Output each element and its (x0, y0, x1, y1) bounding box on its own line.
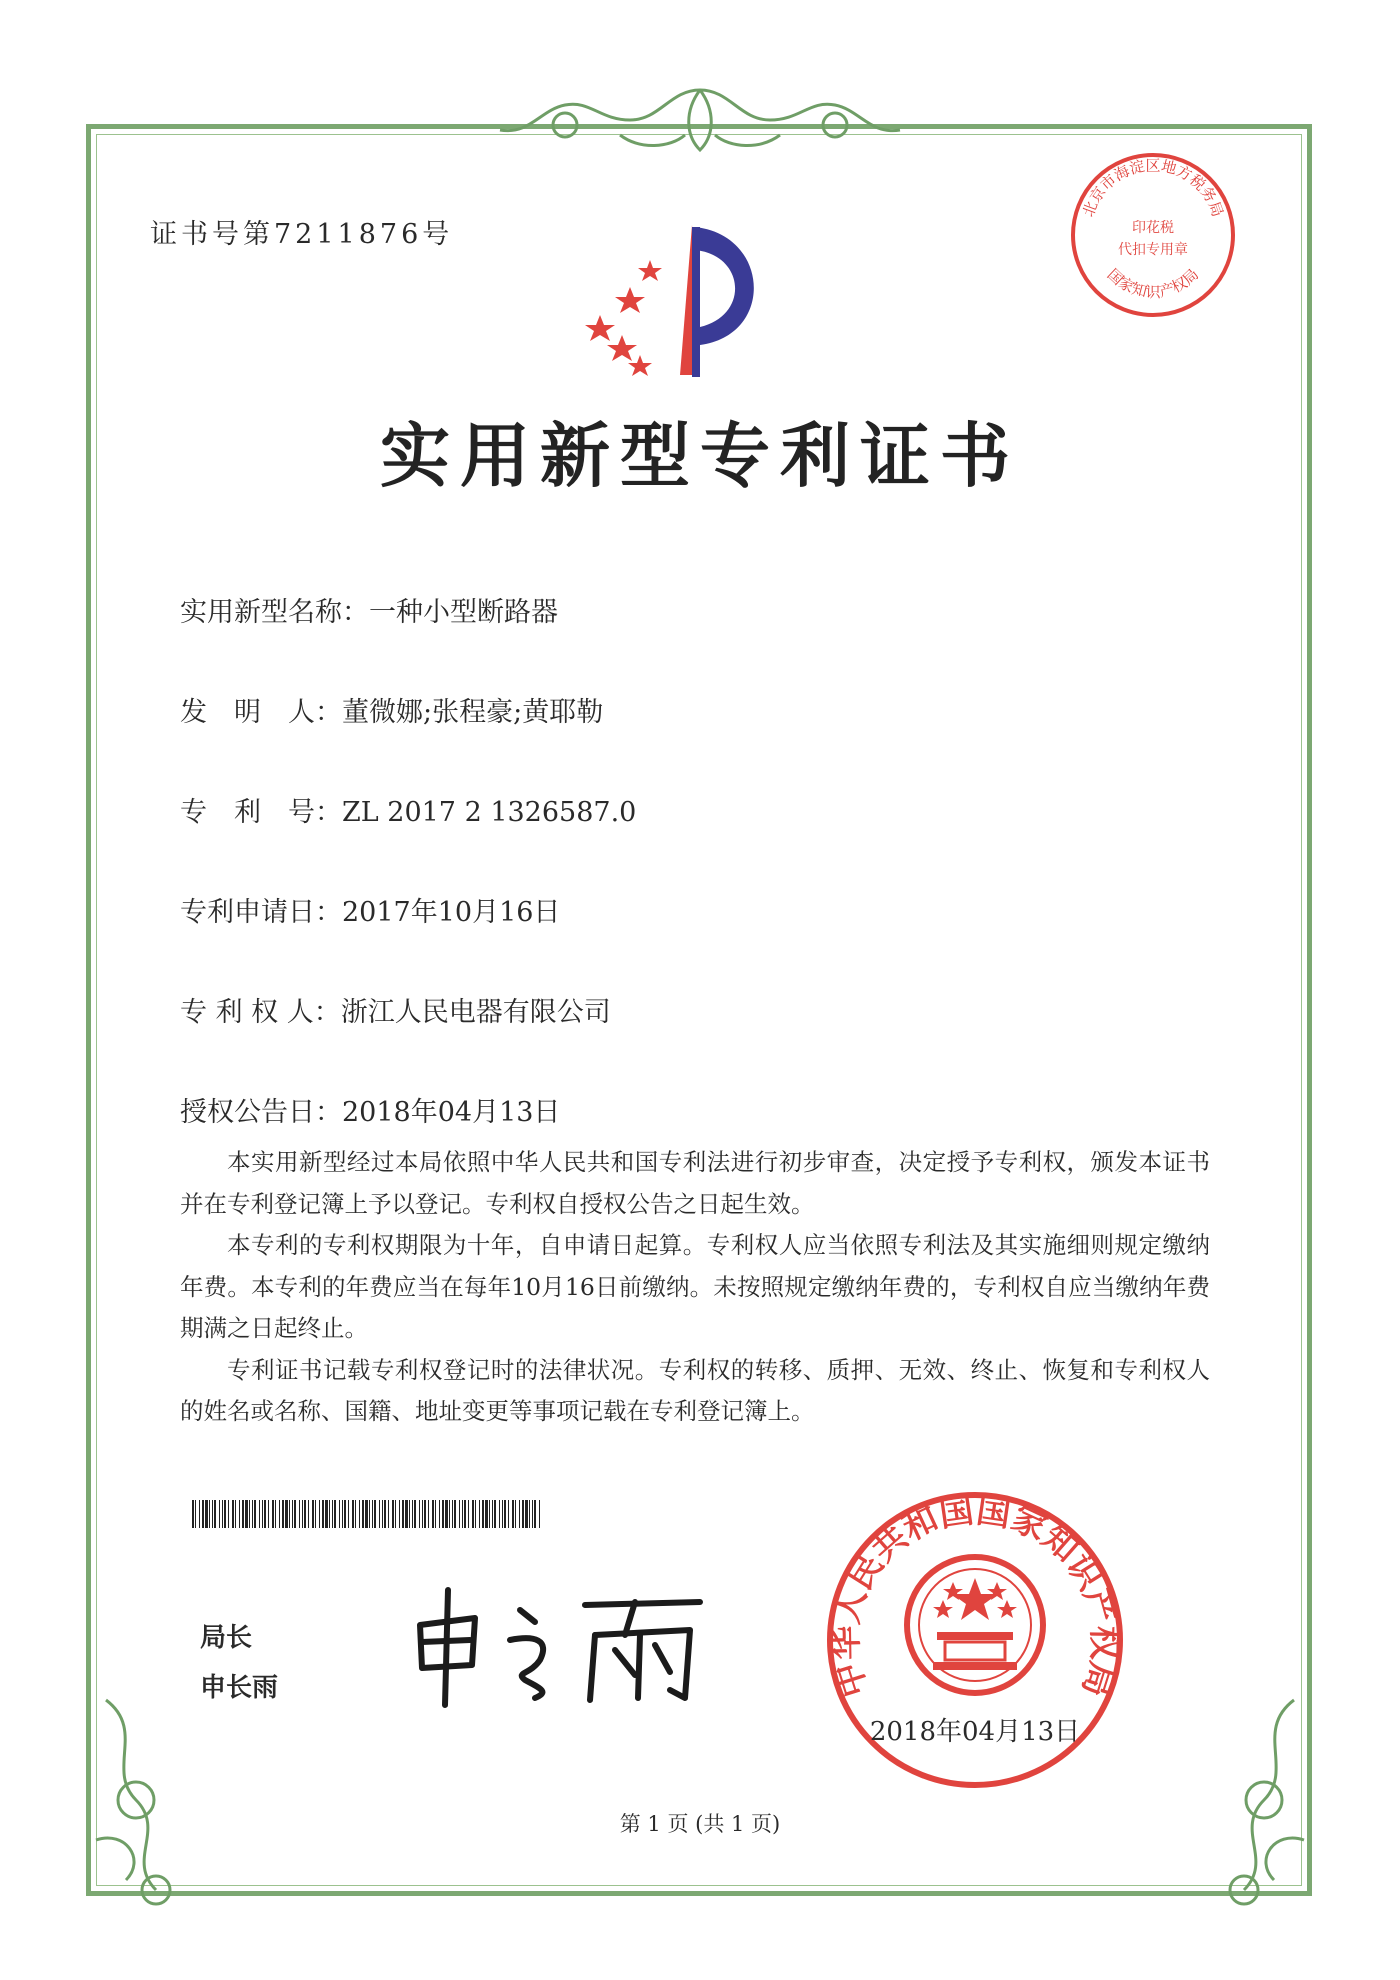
barcode-bar (492, 1500, 493, 1528)
barcode-bar (412, 1500, 413, 1528)
field-patentee (180, 990, 611, 1029)
field-inventors (180, 690, 603, 729)
tax-stamp-center-1: 印花税 (1132, 220, 1174, 236)
barcode-bar (442, 1500, 444, 1528)
barcode-bar (272, 1500, 274, 1528)
barcode-bar (395, 1500, 396, 1528)
barcode-bar (409, 1500, 410, 1528)
barcode-bar (262, 1500, 263, 1528)
barcode-bar (539, 1500, 540, 1528)
barcode-bar (344, 1500, 346, 1528)
barcode-bar (308, 1500, 309, 1528)
body-paragraph: 本实用新型经过本局依照中华人民共和国专利法进行初步审查，决定授予专利权，颁发本证书并在专利登记簿上予以登记。专利权自授权公告之日起生效。 (180, 1148, 1210, 1218)
barcode-bar (282, 1500, 284, 1528)
barcode-bar (359, 1500, 360, 1528)
field-value: 董微娜;张程豪;黄耶勒 (342, 697, 604, 728)
barcode-bar (369, 1500, 370, 1528)
national-emblem-icon (907, 1557, 1043, 1693)
barcode-bar (422, 1500, 423, 1528)
barcode-bar (485, 1500, 488, 1528)
barcode-bar (379, 1500, 380, 1528)
barcode-bar (322, 1500, 324, 1528)
field-value: 浙江人民电器有限公司 (340, 997, 611, 1028)
field-value: ZL 2017 2 1326587.0 (342, 797, 637, 828)
barcode-bar (312, 1500, 314, 1528)
barcode-bar (352, 1500, 354, 1528)
certificate-number: 证书号第7211876号 (150, 219, 454, 250)
director-title: 局长 (200, 1623, 253, 1653)
barcode-bar (489, 1500, 490, 1528)
field-value: 2017年10月16日 (342, 897, 561, 928)
barcode-bar (254, 1500, 256, 1528)
tax-stamp-bottom-text: 国家知识产权局 (1103, 265, 1203, 301)
barcode-bar (449, 1500, 450, 1528)
barcode-bar (228, 1500, 229, 1528)
barcode-bar (399, 1500, 400, 1528)
barcode-bar (242, 1500, 244, 1528)
barcode-bar (205, 1500, 208, 1528)
barcode-bar (302, 1500, 303, 1528)
barcode-bar (209, 1500, 210, 1528)
barcode-bar (355, 1500, 356, 1528)
field-label: 实用新型名称： (180, 597, 369, 628)
barcode-bar (259, 1500, 260, 1528)
barcode-bar (388, 1500, 389, 1528)
barcode-bar (299, 1500, 300, 1528)
tax-stamp-ring-text: 北京市海淀区地方税务局 (1079, 156, 1227, 220)
barcode-bar (499, 1500, 500, 1528)
field-utility-model-name (180, 590, 558, 629)
barcode-bar (374, 1500, 376, 1528)
barcode-bar (479, 1500, 480, 1528)
barcode-bar (264, 1500, 266, 1528)
seal-date: 2018年04月13日 (869, 1717, 1081, 1747)
barcode-bar (212, 1500, 213, 1528)
tax-stamp-center-2: 代扣专用章 (1118, 242, 1188, 258)
barcode-bar (268, 1500, 269, 1528)
barcode-bar (365, 1500, 368, 1528)
barcode-bar (304, 1500, 306, 1528)
body-paragraph: 本专利的专利权期限为十年，自申请日起算。专利权人应当依照专利法及其实施细则规定缴纳年费。本专利的年费应当在每年10月16日前缴纳。未按照规定缴纳年费的，专利权自应当缴纳年费期满之日起终止。 (180, 1231, 1210, 1342)
barcode-bar (475, 1500, 476, 1528)
barcode-bar (459, 1500, 460, 1528)
barcode-bar (534, 1500, 536, 1528)
barcode-bar (382, 1500, 383, 1528)
barcode-bar (329, 1500, 330, 1528)
barcode-bar (424, 1500, 426, 1528)
field-value: 一种小型断路器 (369, 597, 558, 628)
barcode-bar (529, 1500, 530, 1528)
barcode (192, 1500, 542, 1528)
certificate-title: 实用新型专利证书 (380, 414, 1020, 497)
barcode-bar (235, 1500, 236, 1528)
field-value: 2018年04月13日 (342, 1097, 561, 1128)
barcode-bar (252, 1500, 253, 1528)
seal-ring-text: 中华人民共和国国家知识产权局 (825, 1490, 1125, 1702)
barcode-bar (275, 1500, 276, 1528)
field-patent-number (180, 790, 636, 829)
barcode-bar (392, 1500, 394, 1528)
barcode-bar (522, 1500, 524, 1528)
patent-office-logo-icon (580, 215, 800, 385)
barcode-bar (239, 1500, 240, 1528)
field-label: 授权公告日： (180, 1097, 342, 1128)
barcode-bar (462, 1500, 463, 1528)
barcode-bar (339, 1500, 340, 1528)
barcode-bar (525, 1500, 528, 1528)
barcode-bar (435, 1500, 436, 1528)
barcode-bar (192, 1500, 194, 1528)
field-label: 专 利 权 人： (180, 997, 341, 1028)
bottom-right-ornament-icon (1194, 1690, 1314, 1920)
barcode-bar (445, 1500, 448, 1528)
barcode-bar (502, 1500, 503, 1528)
field-grant-announcement-date (180, 1090, 560, 1129)
barcode-bar (332, 1500, 333, 1528)
barcode-bar (214, 1500, 216, 1528)
barcode-bar (515, 1500, 516, 1528)
field-label: 专利申请日： (180, 897, 342, 928)
barcode-bar (334, 1500, 336, 1528)
barcode-bar (224, 1500, 226, 1528)
official-seal (825, 1490, 1125, 1790)
barcode-bar (199, 1500, 200, 1528)
barcode-bar (405, 1500, 408, 1528)
barcode-bar (508, 1500, 509, 1528)
field-label: 专 利 号： (180, 797, 342, 828)
barcode-bar (348, 1500, 349, 1528)
barcode-bar (452, 1500, 453, 1528)
barcode-bar (402, 1500, 404, 1528)
barcode-bar (362, 1500, 364, 1528)
certificate-body (180, 1142, 1210, 1433)
barcode-bar (439, 1500, 440, 1528)
barcode-bar (342, 1500, 343, 1528)
barcode-bar (372, 1500, 373, 1528)
barcode-bar (472, 1500, 474, 1528)
barcode-bar (432, 1500, 434, 1528)
top-ornament-icon (470, 80, 930, 160)
body-paragraph: 专利证书记载专利权登记时的法律状况。专利权的转移、质押、无效、终止、恢复和专利权人的姓名或名称、国籍、地址变更等事项记载在专利登记簿上。 (180, 1355, 1210, 1425)
barcode-bar (219, 1500, 220, 1528)
barcode-bar (245, 1500, 248, 1528)
barcode-bar (222, 1500, 223, 1528)
barcode-bar (414, 1500, 416, 1528)
barcode-bar (289, 1500, 290, 1528)
barcode-bar (428, 1500, 429, 1528)
barcode-bar (232, 1500, 234, 1528)
barcode-bar (279, 1500, 280, 1528)
director-name: 申长雨 (200, 1673, 279, 1703)
barcode-bar (512, 1500, 514, 1528)
barcode-bar (249, 1500, 250, 1528)
field-label: 发 明 人： (180, 697, 342, 728)
barcode-bar (325, 1500, 328, 1528)
barcode-bar (519, 1500, 520, 1528)
barcode-bar (384, 1500, 386, 1528)
barcode-bar (285, 1500, 288, 1528)
barcode-bar (202, 1500, 204, 1528)
barcode-bar (468, 1500, 469, 1528)
director-signature (400, 1580, 730, 1710)
barcode-bar (319, 1500, 320, 1528)
field-application-date (180, 890, 560, 929)
barcode-bar (482, 1500, 484, 1528)
barcode-bar (464, 1500, 466, 1528)
bottom-left-ornament-icon (86, 1690, 206, 1920)
barcode-bar (315, 1500, 316, 1528)
barcode-bar (494, 1500, 496, 1528)
barcode-bar (454, 1500, 456, 1528)
barcode-bar (504, 1500, 506, 1528)
barcode-bar (532, 1500, 533, 1528)
barcode-bar (292, 1500, 293, 1528)
barcode-bar (294, 1500, 296, 1528)
barcode-bar (419, 1500, 420, 1528)
page-indicator: 第 1 页 (共 1 页) (619, 1812, 781, 1836)
barcode-bar (195, 1500, 196, 1528)
tax-stamp (1068, 150, 1238, 320)
